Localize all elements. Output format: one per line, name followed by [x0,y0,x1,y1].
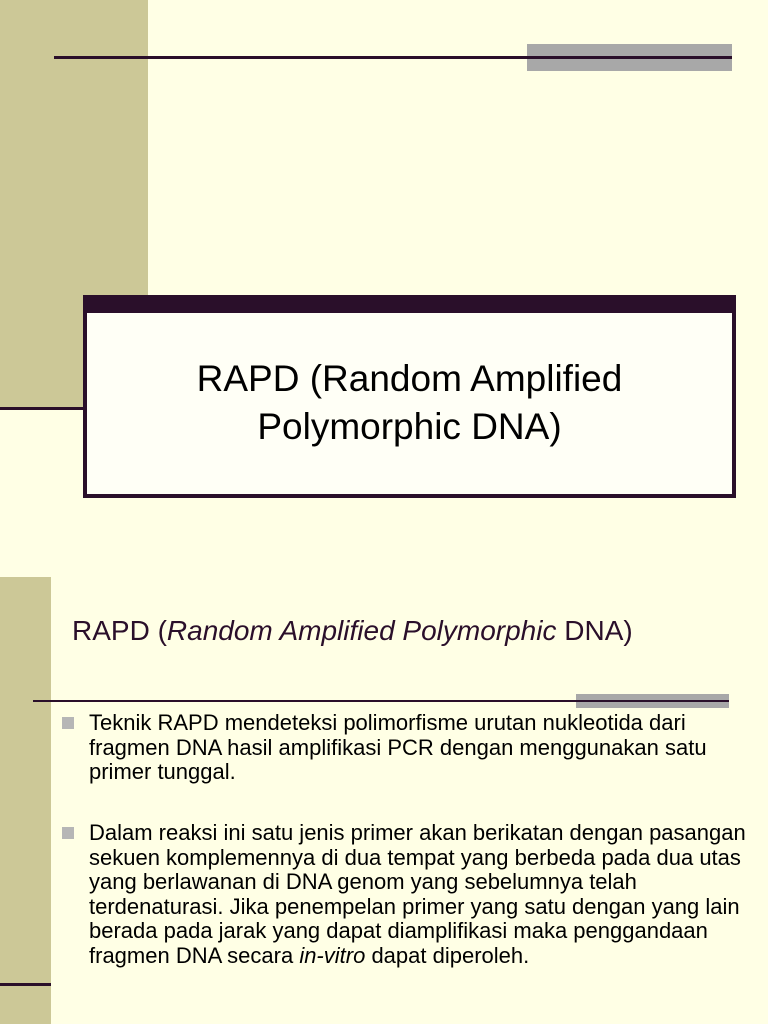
square-bullet-icon [62,827,74,839]
slide1-gray-accent-bar [527,44,732,71]
bullet-text-1: Teknik RAPD mendeteksi polimorfisme urutan nukleotida dari fragmen DNA hasil amplifikasi PCR dengan menggunakan satu primer tunggal. [89,710,707,784]
slide2-heading-prefix: RAPD ( [72,615,167,646]
slide2-heading-italic: Random Amplified Polymorphic [166,615,557,646]
slide2-left-rule [0,983,51,986]
slide2-heading [72,615,633,647]
slide1-title [130,355,690,451]
bullet2-text-after: dapat diperoleh. [365,942,530,968]
slide1-title-line2: Polymorphic DNA) [257,405,562,447]
slide1-left-rule [0,407,86,410]
bullet-text-2 [89,821,752,968]
slide2-heading-suffix: DNA) [556,615,633,646]
slide1-title-box [83,295,736,498]
slide1-title-line1: RAPD (Random Amplified [196,357,623,399]
square-bullet-icon [62,717,74,729]
bullet-item-2 [62,821,752,968]
bullet2-italic-term: in-vitro [299,942,366,968]
bullet-item-1 [62,711,752,785]
slide2-side-band [0,577,51,1024]
bullet2-text-before: Dalam reaksi ini satu jenis primer akan berikatan dengan pasangan sekuen komplemennya di dua tempat yang berbeda pada dua utas yang berlawanan di DNA genom yang sebelumnya telah terdenaturasi. Jika penempelan primer yang satu dengan yang lain berada pada jarak yang dapat diamplifikasi maka penggandaan fragmen DNA secara [89,820,746,968]
slide2-gray-accent-bar [576,694,729,708]
